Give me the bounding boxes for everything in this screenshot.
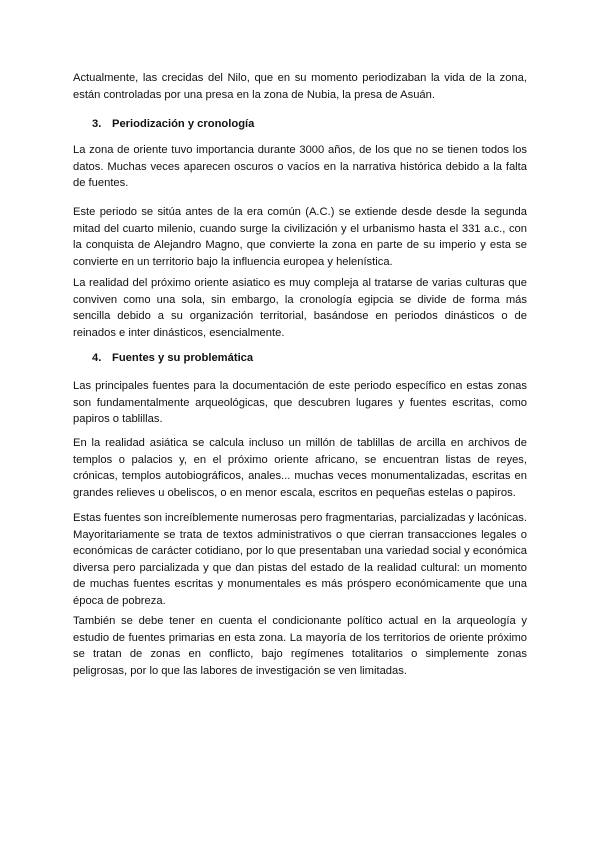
section-4-paragraph-1: Las principales fuentes para la documentación de este periodo específico en estas zonas son fundamentalmente arqueológicas, que descubren lugares y fuentes escritas, como papiros o tablillas. (73, 380, 527, 426)
section-4-number: 4. (92, 352, 102, 364)
section-3-paragraph-1: La zona de oriente tuvo importancia durante 3000 años, de los que no se tienen todos los datos. Muchas veces aparecen oscuros o vacíos en la narrativa histórica debido a la falta de fuentes. (73, 144, 527, 190)
section-3-title: Periodización y cronología (112, 118, 255, 130)
section-3-heading (92, 116, 254, 133)
section-4-paragraph-4: También se debe tener en cuenta el condicionante político actual en la arqueología y estudio de fuentes primarias en esta zona. La mayoría de los territorios de oriente próximo se tratan de zonas en conflicto, bajo regímenes totalitarios o simplemente zonas peligrosas, por lo que las labores de investigación se ven limitadas. (73, 615, 527, 677)
section-4-title: Fuentes y su problemática (112, 352, 254, 364)
section-3-paragraph-2: Este periodo se sitúa antes de la era común (A.C.) se extiende desde desde la segunda mitad del cuarto milenio, cuando surge la civilización y el urbanismo hasta el 331 a.c., con la conquista de Alejandro Magno, que convierte la zona en parte de su imperio y esta se convierte en un territorio bajo la influencia europea y helenística. (73, 206, 527, 268)
section-4-heading (92, 350, 253, 367)
section-3-number: 3. (92, 118, 102, 130)
intro-paragraph: Actualmente, las crecidas del Nilo, que en su momento periodizaban la vida de la zona, están controladas por una presa en la zona de Nubia, la presa de Asuán. (73, 72, 527, 101)
section-3-paragraph-3: La realidad del próximo oriente asiatico es muy compleja al tratarse de varias culturas que conviven como una sola, sin embargo, la cronología egipcia se divide de forma más sencilla debido a su organización territorial, basándose en periodos dinásticos o de reinados e inter dinásticos, esencialmente. (73, 277, 527, 339)
section-4-paragraph-2: En la realidad asiática se calcula incluso un millón de tablillas de arcilla en archivos de templos o palacios y, en el próximo oriente africano, se encuentran listas de reyes, crónicas, templos autobiográficos, anales... muchas veces monumentalizadas, escritas en grandes relieves u obeliscos, o en menor escala, escritos en pequeñas estelas o papiros. (73, 437, 527, 499)
section-4-paragraph-3: Estas fuentes son increíblemente numerosas pero fragmentarias, parcializadas y lacónicas. Mayoritariamente se trata de textos administrativos o que cierran transacciones legales o económicas de carácter cotidiano, por lo que presentaban una variedad social y económica diversa pero parcializada y que dan pistas del estado de la realidad cultural: un momento de muchas fuentes escritas y monumentales es más próspero económicamente que una época de pobreza. (73, 512, 527, 607)
